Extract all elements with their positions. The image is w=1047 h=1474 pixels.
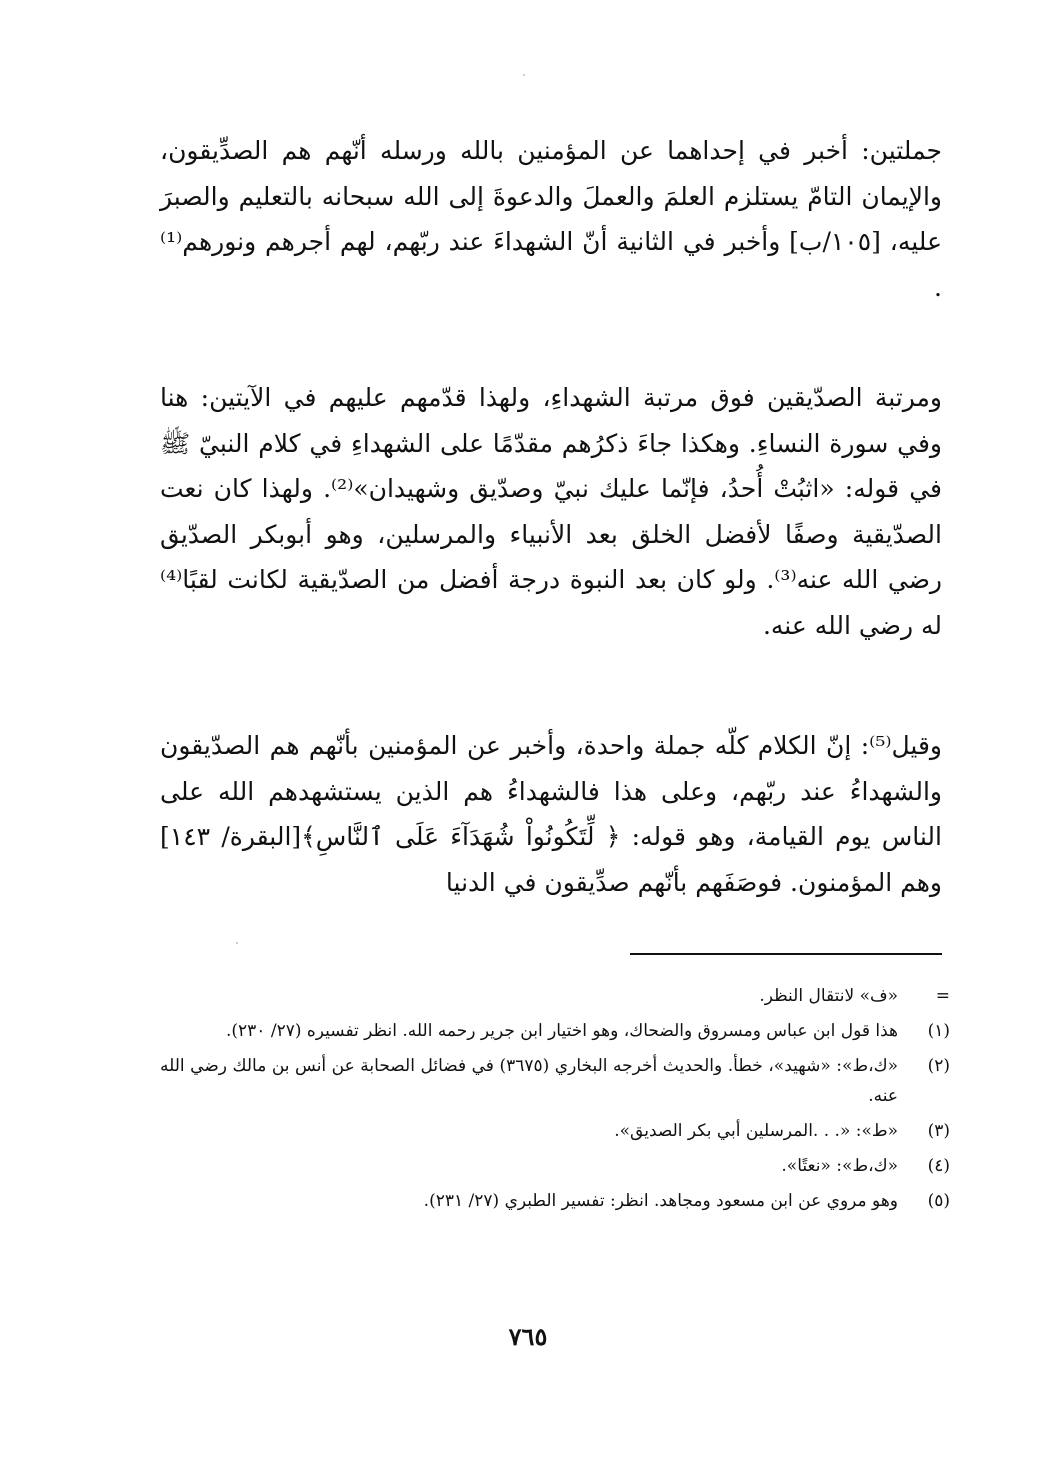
footnote-text: وهو مروي عن ابن مسعود ومجاهد. انظر: تفسير الطبري (٢٧/ ٢٣١). [423,1191,898,1211]
footnote-5 [160,1186,950,1216]
footnote-marker: (٢) [927,1056,950,1076]
footnotes [160,981,950,1221]
scan-speck [523,74,525,76]
footnote-separator [630,953,942,955]
scan-speck [236,942,238,944]
footnote-text: «ك،ط»: «شهيد»، خطأ. والحديث أخرجه البخاري (٣٦٧٥) في فضائل الصحابة عن أنس بن مالك رضي الله عنه. [160,1056,899,1106]
footnote-text: «ك،ط»: «نعتًا». [781,1156,898,1176]
footnote-marker: (٤) [927,1156,950,1176]
footnote-marker: (٣) [927,1121,950,1141]
footnote-3 [160,1116,950,1146]
footnote-text: «ف» لانتقال النظر. [759,986,898,1006]
footnote-1 [160,1016,950,1046]
footnote-2 [160,1051,950,1111]
body-paragraph-2: ومرتبة الصدّيقين فوق مرتبة الشهداءِ، ولهذا قدّمهم عليهم في الآيتين: هنا وفي سورة النساءِ. وهكذا جاءَ ذكرُهم مقدّمًا على الشهداءِ في كلام النبيّ ﷺ في قوله: «اثبُتْ أُحدُ، فإنّما عليك نبيّ وصدّيق وشهيدان»⁽²⁾. ولهذا كان نعت الصدّيقية وصفًا لأفضل الخلق بعد الأنبياء والمرسلين، وهو أبوبكر الصدّيق رضي الله عنه⁽³⁾. ولو كان بعد النبوة درجة أفضل من الصدّيقية لكانت لقبًا⁽⁴⁾ له رضي الله عنه. [160,383,942,640]
footnote-continuation [160,981,950,1011]
body-paragraph-1: جملتين: أخبر في إحداهما عن المؤمنين بالله ورسله أنّهم هم الصدِّيقون، والإيمان التامّ يستلزم العلمَ والعملَ والدعوةَ إلى الله سبحانه بالتعليم والصبرَ عليه، [١٠٥/ب] وأخبر في الثانية أنّ الشهداءَ عند ربّهم، لهم أجرهم ونورهم⁽¹⁾ . [160,136,942,302]
body-paragraph-3: وقيل⁽⁵⁾: إنّ الكلام كلّه جملة واحدة، وأخبر عن المؤمنين بأنّهم هم الصدّيقون والشهداءُ عند ربّهم، وعلى هذا فالشهداءُ هم الذين يستشهدهم الله على الناس يوم القيامة، وهو قوله: ﴿ لِّتَكُونُواْ شُهَدَآءَ عَلَى ٱلنَّاسِ﴾[البقرة/ ١٤٣] وهم المؤمنون. فوصَفَهم بأنّهم صدِّيقون في الدنيا [160,731,942,897]
page-number: ٧٦٥ [508,1322,548,1351]
footnote-text: هذا قول ابن عباس ومسروق والضحاك، وهو اختيار ابن جرير رحمه الله. انظر تفسيره (٢٧/ ٢٣٠). [225,1021,898,1041]
footnote-marker: (١) [927,1021,950,1041]
footnote-marker: = [935,986,950,1006]
footnote-4 [160,1151,950,1181]
footnote-text: «ط»: «. . .المرسلين أبي بكر الصديق». [614,1121,898,1141]
footnote-marker: (٥) [927,1191,950,1211]
